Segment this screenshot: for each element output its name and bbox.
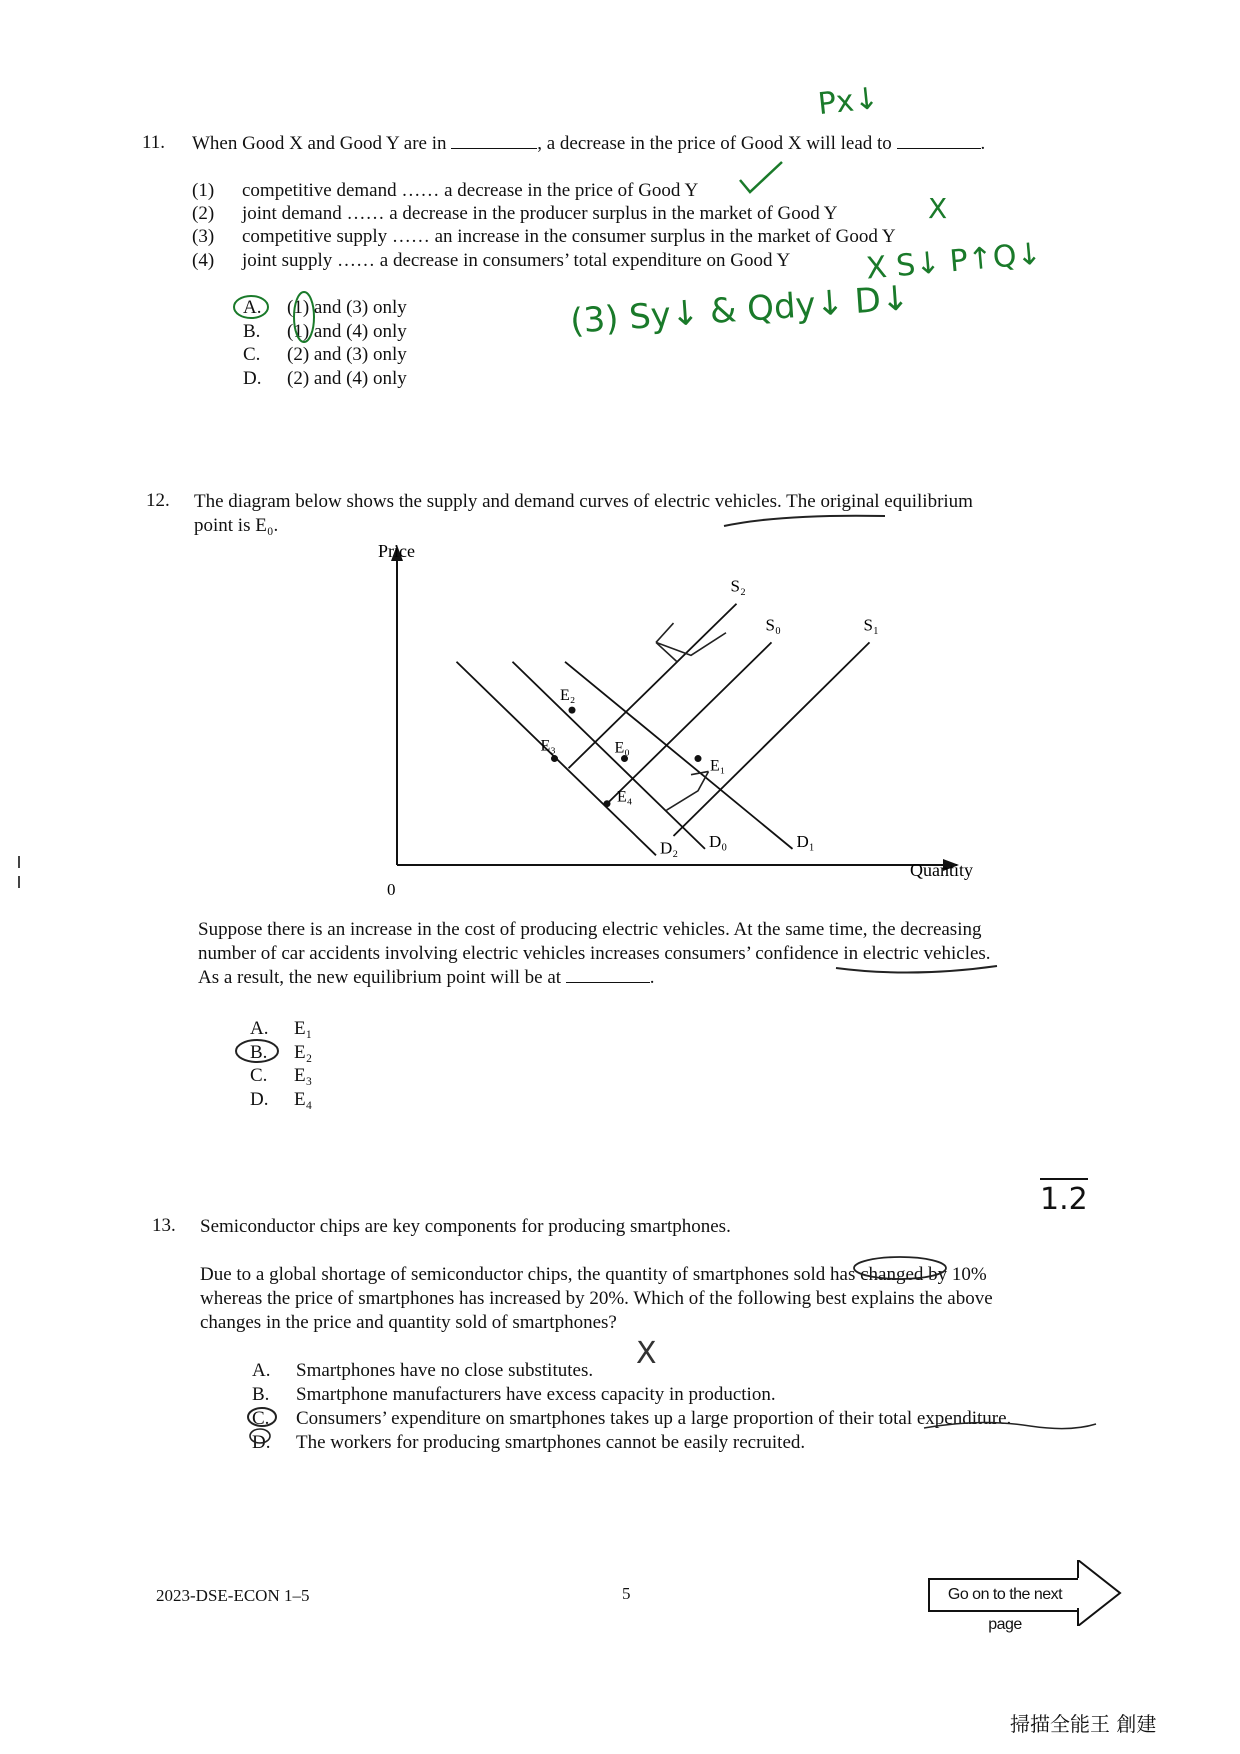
equilibrium-point-2 bbox=[569, 707, 576, 714]
curve-label-supply-2: S₁ bbox=[863, 615, 879, 635]
q12-paragraph-line3: As a result, the new equilibrium point will be at . bbox=[198, 967, 655, 988]
statement-number: (2) bbox=[192, 203, 215, 224]
choice-letter: C. bbox=[252, 1408, 270, 1429]
choice-text: (2) and (3) only bbox=[287, 344, 407, 365]
statement-number: (3) bbox=[192, 226, 215, 247]
x-axis-label: Quantity bbox=[910, 860, 973, 880]
scanner-watermark: 掃描全能王 創建 bbox=[1010, 1712, 1157, 1736]
underline-mark bbox=[720, 510, 890, 530]
point-label-2: E₂ bbox=[560, 687, 576, 705]
handwritten-working-note: X S↓ P↑Q↓ bbox=[864, 236, 1043, 287]
curve-supply-1 bbox=[607, 642, 772, 803]
equilibrium-point-4 bbox=[604, 800, 611, 807]
point-label-1: E₁ bbox=[710, 757, 726, 775]
choice-text: E₂ bbox=[294, 1042, 313, 1063]
next-page-button[interactable]: Go on to the next page bbox=[928, 1578, 1082, 1612]
q11-statement-1 bbox=[192, 179, 698, 202]
curve-label-demand-5: D₁ bbox=[796, 831, 815, 851]
handwritten-x-mark: X bbox=[636, 1336, 657, 1371]
handwritten-arrow-right bbox=[667, 771, 709, 810]
choice-letter: B. bbox=[243, 321, 261, 342]
curve-supply-2 bbox=[674, 642, 870, 836]
curve-demand-4 bbox=[513, 662, 706, 849]
q11-blank-2 bbox=[897, 133, 981, 149]
equilibrium-point-1 bbox=[695, 755, 702, 762]
choice-text: (1) and (3) only bbox=[287, 297, 407, 318]
q11-number: 11. bbox=[142, 132, 166, 153]
choice-letter: D. bbox=[252, 1432, 271, 1453]
q12-paragraph-text: As a result, the new equilibrium point will be at bbox=[198, 967, 562, 988]
choice-text: Consumers’ expenditure on smartphones takes up a large proportion of their total expenditure. bbox=[296, 1408, 1012, 1429]
q11-statement-4 bbox=[192, 249, 790, 272]
exam-code: 2023-DSE-ECON 1–5 bbox=[156, 1586, 310, 1605]
choice-letter: C. bbox=[243, 344, 261, 365]
choice-letter: B. bbox=[250, 1042, 268, 1063]
choice-text: (2) and (4) only bbox=[287, 368, 407, 389]
origin-label: 0 bbox=[387, 880, 396, 899]
choice-letter: A. bbox=[250, 1018, 269, 1039]
page-margin-mark bbox=[18, 876, 20, 888]
q13-choice-d[interactable] bbox=[252, 1431, 805, 1454]
arrow-right-icon bbox=[1076, 1560, 1122, 1626]
statement-text: joint demand …… a decrease in the producer surplus in the market of Good Y bbox=[242, 203, 838, 224]
q13-choice-c[interactable] bbox=[252, 1407, 1011, 1430]
q11-stem-part1: When Good X and Good Y are in bbox=[192, 133, 447, 154]
q11-blank-1 bbox=[451, 133, 537, 149]
choice-letter: A. bbox=[243, 297, 262, 318]
choice-text: The workers for producing smartphones cannot be easily recruited. bbox=[296, 1432, 806, 1453]
page-margin-mark bbox=[18, 856, 20, 868]
q12-choice-d[interactable] bbox=[250, 1088, 312, 1111]
page-number: 5 bbox=[622, 1584, 631, 1603]
q12-paragraph-line2: number of car accidents involving electric vehicles increases consumers’ confidence in electric vehicles. bbox=[198, 943, 991, 964]
choice-letter: D. bbox=[243, 368, 262, 389]
q11-stem-part2: , a decrease in the price of Good X will lead to bbox=[537, 133, 892, 154]
q12-number: 12. bbox=[146, 490, 170, 511]
q13-para-line3: changes in the price and quantity sold of smartphones? bbox=[200, 1312, 617, 1333]
y-axis-label: Price bbox=[378, 541, 415, 561]
choice-text: (1) and (4) only bbox=[287, 321, 407, 342]
q11-statement-2 bbox=[192, 202, 838, 225]
choice-text: Smartphone manufacturers have excess capacity in production. bbox=[296, 1384, 776, 1405]
point-label-3: E₃ bbox=[540, 737, 556, 755]
handwritten-explanation: (3) Sy↓ & Qdy↓ D↓ bbox=[569, 278, 911, 342]
q13-choice-a[interactable] bbox=[252, 1359, 593, 1382]
handwritten-arrow-left bbox=[656, 623, 726, 662]
answer-circle-mark bbox=[244, 1402, 284, 1454]
choice-text: E₃ bbox=[294, 1065, 313, 1086]
q11-stem: When Good X and Good Y are in , a decrease in the price of Good X will lead to . bbox=[192, 133, 986, 154]
chart-curves bbox=[391, 545, 959, 871]
q13-para-line2: whereas the price of smartphones has increased by 20%. Which of the following best explains the above bbox=[200, 1288, 993, 1309]
curve-label-supply-0: S₂ bbox=[730, 576, 746, 596]
choice-text: E₄ bbox=[294, 1089, 313, 1110]
q13-choice-b[interactable] bbox=[252, 1383, 776, 1406]
choice-letter: D. bbox=[250, 1089, 269, 1110]
answer-circle-mark bbox=[232, 1036, 282, 1066]
supply-demand-diagram bbox=[360, 535, 1000, 900]
q13-para-line1: Due to a global shortage of semiconductor chips, the quantity of smartphones sold has changed by 10% bbox=[200, 1264, 987, 1285]
q12-stem-line2: point is E₀. bbox=[194, 515, 279, 536]
q12-blank bbox=[566, 967, 650, 983]
underline-mark bbox=[920, 1414, 1100, 1436]
point-label-4: E₄ bbox=[617, 788, 633, 806]
curve-label-demand-3: D₂ bbox=[660, 838, 679, 858]
circle-mark bbox=[850, 1254, 950, 1282]
q12-choice-c[interactable] bbox=[250, 1064, 312, 1087]
check-mark-icon bbox=[736, 160, 786, 196]
statement-text: competitive demand …… a decrease in the price of Good Y bbox=[242, 180, 699, 201]
curve-label-supply-1: S₀ bbox=[765, 615, 781, 635]
answer-circle-mark bbox=[228, 290, 318, 350]
q12-paragraph-line1: Suppose there is an increase in the cost of producing electric vehicles. At the same time, the decreasing bbox=[198, 919, 982, 940]
choice-text: Smartphones have no close substitutes. bbox=[296, 1360, 594, 1381]
q11-statement-3 bbox=[192, 225, 896, 248]
statement-text: joint supply …… a decrease in consumers’ total expenditure on Good Y bbox=[242, 250, 791, 271]
choice-letter: C. bbox=[250, 1065, 268, 1086]
handwritten-price-note: Px↓ bbox=[816, 80, 881, 123]
underline-mark bbox=[832, 962, 1002, 982]
choice-text: E₁ bbox=[294, 1018, 313, 1039]
curve-demand-5 bbox=[565, 662, 793, 849]
curve-label-demand-4: D₀ bbox=[709, 831, 728, 851]
handwritten-x-mark: X bbox=[928, 192, 948, 225]
statement-number: (1) bbox=[192, 180, 215, 201]
q13-number: 13. bbox=[152, 1215, 176, 1236]
handwritten-score: 1.2 bbox=[1040, 1178, 1088, 1217]
choice-letter: B. bbox=[252, 1384, 270, 1405]
equilibrium-point-3 bbox=[551, 755, 558, 762]
statement-text: competitive supply …… an increase in the consumer surplus in the market of Good Y bbox=[242, 226, 896, 247]
q12-stem-line1: The diagram below shows the supply and demand curves of electric vehicles. The original equilibrium bbox=[194, 491, 973, 512]
q13-stem-line1: Semiconductor chips are key components for producing smartphones. bbox=[200, 1216, 731, 1237]
q11-choice-d[interactable] bbox=[243, 367, 407, 390]
choice-letter: A. bbox=[252, 1360, 271, 1381]
point-label-0: E₀ bbox=[614, 739, 630, 757]
statement-number: (4) bbox=[192, 250, 215, 271]
